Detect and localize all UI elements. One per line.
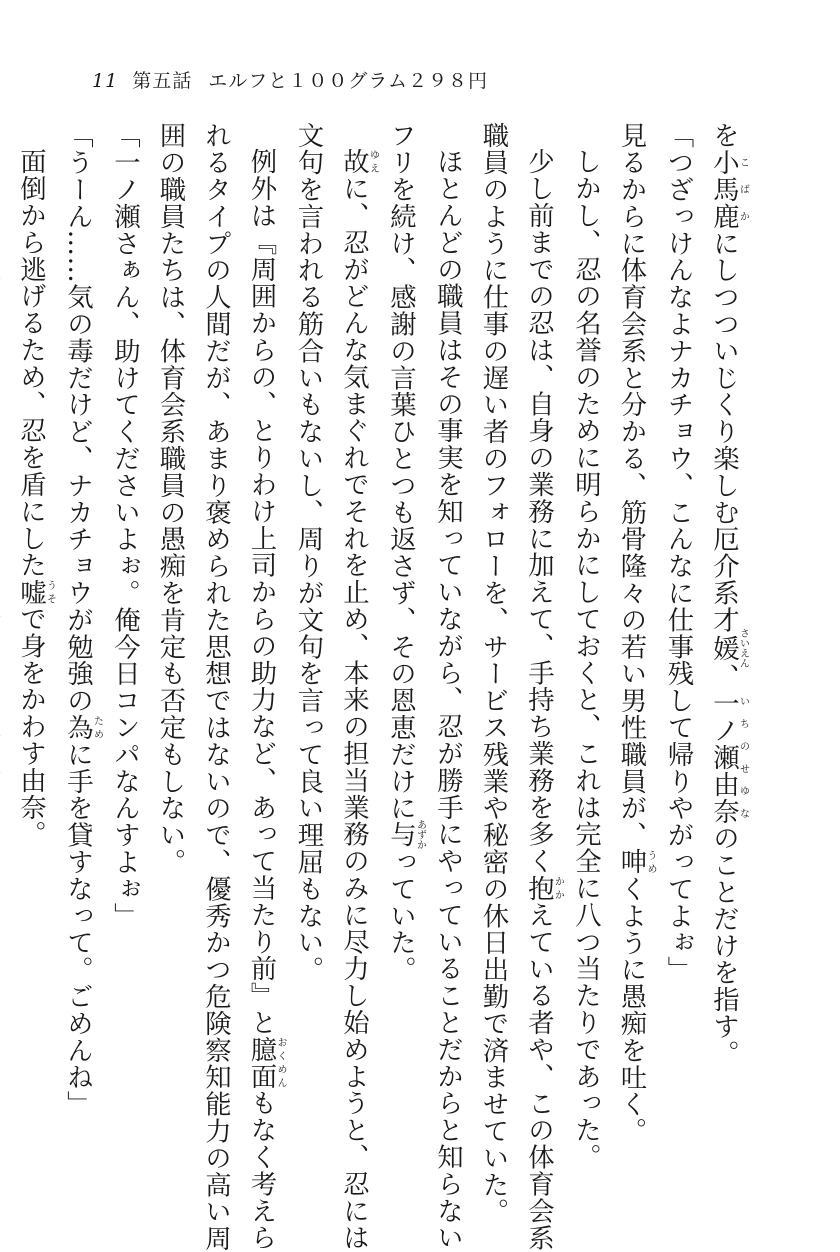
- ruby-word: [15, 578, 56, 606]
- text-segment: 文句を言われる筋合いもないし、周りが文句を言って良い理屈もない。: [293, 122, 324, 983]
- ruby-word: [62, 713, 103, 741]
- furigana: うそ: [44, 578, 56, 606]
- furigana: ため: [91, 713, 103, 741]
- ruby-base: 臆面: [246, 1036, 277, 1090]
- chapter-label: 第五話: [132, 70, 193, 92]
- text-segment: にしつついじくり楽しむ厄介系才: [708, 229, 740, 634]
- text-segment: 、: [708, 663, 740, 691]
- text-segment: に手を貸すなって。ごめんね」: [62, 740, 94, 1118]
- ruby-word: [338, 148, 379, 176]
- text-segment: に、忍がどんな気まぐれでそれを止め、本来の担当業務のみに尽力し始めようと、忍には: [338, 175, 370, 1252]
- text-segment: 見るからに体育会系と分かる、筋骨隆々の若い男性職員が、: [616, 122, 647, 849]
- text-line: [102, 122, 148, 1132]
- text-line: [8, 122, 55, 1132]
- text-line: [471, 122, 517, 1225]
- text-line: [239, 122, 286, 1252]
- ruby-base: 一ノ瀬由奈: [708, 690, 740, 825]
- ruby-word: [708, 690, 749, 825]
- furigana: あずか: [414, 819, 426, 850]
- ruby-base: 小馬鹿: [708, 148, 740, 230]
- text-segment: 例外は『周囲からの、とりわけ上司からの助力など、あって当たり前』と: [246, 148, 277, 1037]
- text-segment: [0, 148, 1, 874]
- text-line: [0, 122, 8, 1132]
- text-segment: れるタイプの人間だが、あまり褒められた思想ではないので、優秀かつ危険察知能力の高い周: [200, 122, 232, 1252]
- text-segment: しかし、忍の名誉のために明らかにしておくと、これは完全に八つ当たりであった。: [570, 148, 602, 1171]
- text-segment: もなく考えら: [246, 1089, 277, 1252]
- text-line: [516, 122, 564, 1252]
- text-segment: のことだけを指す。: [708, 824, 740, 1067]
- text-segment: 囲の職員たちは、体育会系職員の愚痴を肯定も否定もしない。: [155, 122, 186, 876]
- furigana: さいえん: [737, 628, 749, 669]
- ruby-word: [246, 1036, 286, 1090]
- running-header: [92, 66, 488, 92]
- ruby-word: [708, 148, 749, 230]
- ruby-word: [523, 874, 564, 902]
- text-segment: 「うーん……気の毒だけど、ナカチョウが勉強の: [62, 122, 94, 714]
- text-segment: で身をかわす由奈。: [15, 605, 47, 848]
- ruby-base: 媛: [708, 628, 740, 669]
- text-line: [425, 122, 471, 1252]
- furigana: いちのせゆな: [737, 690, 749, 825]
- text-segment: 「一ノ瀬さぁん、助けてくださいよぉ。俺今日コンパなんすよぉ」: [109, 122, 141, 929]
- ruby-base: 為: [62, 713, 94, 741]
- text-segment: 少し前までの忍は、自身の業務に加えて、手持ち業務を多く: [523, 148, 555, 875]
- text-segment: ほとんどの職員はその事実を知っていながら、忍が勝手にやっていることだからと知らない: [432, 148, 464, 1252]
- text-segment: フリを続け、感謝の言葉ひとつも返さず、その恩恵だけに: [385, 122, 417, 822]
- page-number: 11: [92, 70, 119, 92]
- text-segment: を: [708, 122, 740, 149]
- ruby-base: 呻: [616, 848, 647, 876]
- furigana: こばか: [737, 148, 749, 230]
- text-line: [701, 122, 748, 1132]
- text-line: [563, 122, 609, 1171]
- body-text: [15, 122, 749, 1252]
- text-line: [193, 122, 239, 1252]
- text-line: [609, 122, 656, 1145]
- ruby-base: 抱: [523, 874, 555, 902]
- text-line: [331, 122, 379, 1252]
- text-line: [55, 122, 102, 1132]
- furigana: かか: [552, 874, 564, 902]
- text-line: [656, 122, 702, 1132]
- text-segment: っていた。: [385, 848, 417, 983]
- text-segment: 職員のように仕事の遅い者のフォローを、サービス残業や秘密の休日出勤で済ませていた。: [478, 122, 509, 1225]
- furigana: ゆえ: [367, 148, 379, 176]
- ruby-word: [708, 628, 749, 669]
- furigana: うめ: [645, 848, 656, 876]
- text-line: [148, 122, 194, 1132]
- ruby-base: 与: [385, 819, 417, 850]
- text-line: [286, 122, 332, 1132]
- text-segment: 「つざっけんなよナカチョウ、こんなに仕事残して帰りやがってよぉ」: [663, 122, 694, 983]
- ruby-word: [385, 819, 426, 850]
- text-segment: くように愚痴を吐く。: [616, 875, 647, 1145]
- furigana: おくめん: [275, 1036, 286, 1090]
- ruby-word: [616, 848, 656, 876]
- ruby-base: 故: [338, 148, 370, 176]
- chapter-title: エルフと１００グラム２９８円: [208, 70, 489, 92]
- ruby-base: 嘘: [15, 578, 47, 606]
- text-line: [378, 122, 425, 1132]
- text-segment: えている者や、この体育会系: [523, 901, 555, 1252]
- text-segment: 面倒から逃げるため、忍を盾にした: [15, 148, 47, 579]
